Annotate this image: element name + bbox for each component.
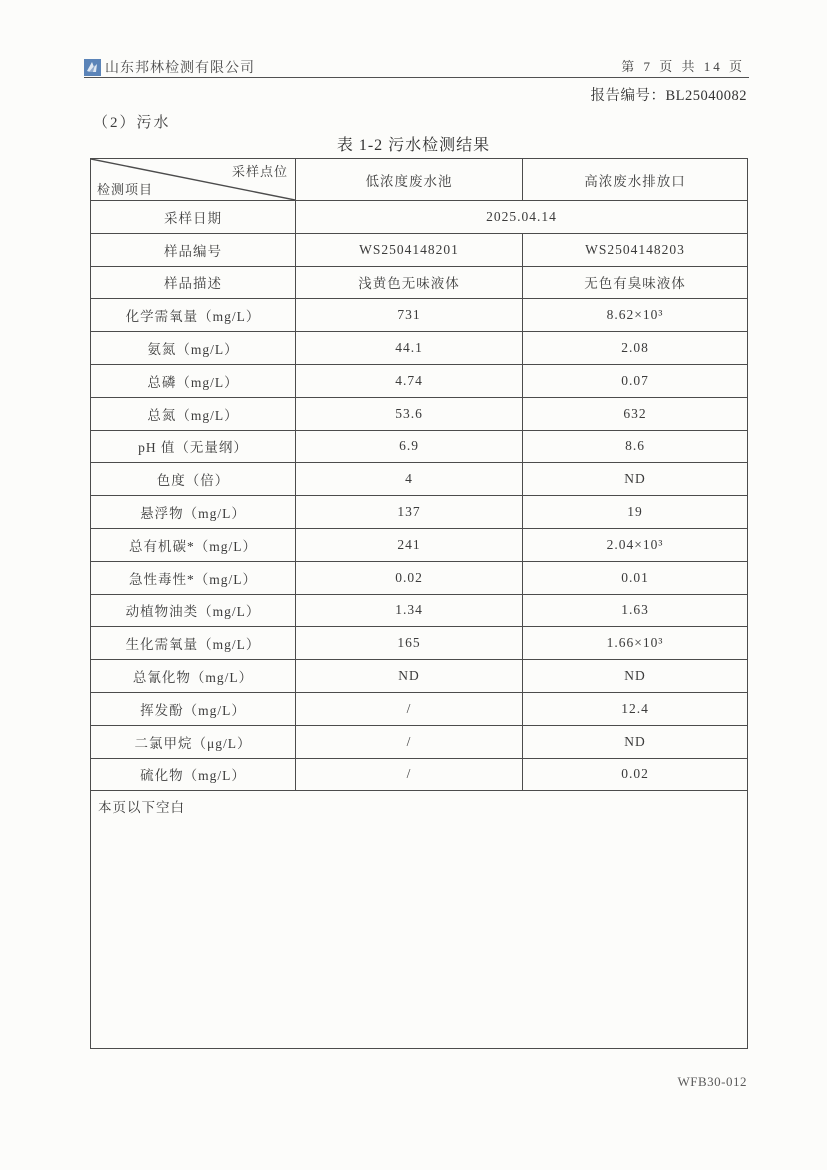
table-row: [91, 397, 748, 430]
table-row: [91, 725, 748, 758]
row-value-high: 632: [523, 397, 748, 430]
table-header-row: [91, 159, 748, 201]
row-value-high: ND: [523, 463, 748, 496]
row-label: 化学需氧量（mg/L）: [91, 299, 296, 332]
row-value-low: 1.34: [296, 594, 523, 627]
table-row: [91, 332, 748, 365]
table-row: [91, 233, 748, 266]
row-value-low: /: [296, 758, 523, 791]
row-value-low: 165: [296, 627, 523, 660]
row-value-low: /: [296, 692, 523, 725]
document-code: WFB30-012: [677, 1074, 747, 1089]
row-label: 悬浮物（mg/L）: [91, 496, 296, 529]
row-value-high: WS2504148203: [523, 233, 748, 266]
row-value-high: 1.63: [523, 594, 748, 627]
row-label: 氨氮（mg/L）: [91, 332, 296, 365]
corner-label-sampling-point: 采样点位: [231, 164, 288, 179]
table-row: [91, 201, 748, 234]
row-value-high: ND: [523, 725, 748, 758]
row-value-low: 137: [296, 496, 523, 529]
row-value-high: 无色有臭味液体: [523, 266, 748, 299]
row-value-high: 2.08: [523, 332, 748, 365]
table-row: [91, 299, 748, 332]
row-label: 总氮（mg/L）: [91, 397, 296, 430]
row-value-low: /: [296, 725, 523, 758]
company-header: [84, 57, 255, 77]
row-value-low: 6.9: [296, 430, 523, 463]
row-label: pH 值（无量纲）: [91, 430, 296, 463]
blank-note-row: [91, 791, 748, 1049]
column-header-high-concentration: 高浓废水排放口: [523, 159, 748, 201]
table-row: [91, 463, 748, 496]
row-value-high: 2.04×10³: [523, 528, 748, 561]
table-row: [91, 496, 748, 529]
row-label: 二氯甲烷（μg/L）: [91, 725, 296, 758]
row-value-low: 44.1: [296, 332, 523, 365]
row-value-low: 4.74: [296, 364, 523, 397]
row-value-low: 241: [296, 528, 523, 561]
table-row: [91, 364, 748, 397]
row-label: 急性毒性*（mg/L）: [91, 561, 296, 594]
results-table: [90, 158, 748, 1049]
row-value-low: 731: [296, 299, 523, 332]
row-value-high: 19: [523, 496, 748, 529]
header-divider: [84, 77, 749, 78]
table-row: [91, 660, 748, 693]
table-row: [91, 594, 748, 627]
company-name: 山东邦林检测有限公司: [105, 61, 255, 76]
table-row: [91, 430, 748, 463]
section-label: （2）污水: [93, 115, 171, 131]
company-logo-icon: [84, 59, 101, 76]
row-value-high: 0.07: [523, 364, 748, 397]
row-label: 挥发酚（mg/L）: [91, 692, 296, 725]
row-label: 样品描述: [91, 266, 296, 299]
row-label: 动植物油类（mg/L）: [91, 594, 296, 627]
row-value-low: 53.6: [296, 397, 523, 430]
table-row: [91, 266, 748, 299]
corner-label-test-item: 检测项目: [97, 182, 154, 197]
row-value-high: 0.01: [523, 561, 748, 594]
row-value-low: WS2504148201: [296, 233, 523, 266]
table-row: [91, 528, 748, 561]
blank-note: 本页以下空白: [91, 791, 748, 1049]
table-row: [91, 627, 748, 660]
row-label: 总有机碳*（mg/L）: [91, 528, 296, 561]
row-label: 总磷（mg/L）: [91, 364, 296, 397]
row-label: 样品编号: [91, 233, 296, 266]
row-value-high: 1.66×10³: [523, 627, 748, 660]
row-value-high: 8.62×10³: [523, 299, 748, 332]
row-value-low: 浅黄色无味液体: [296, 266, 523, 299]
row-value-low: 0.02: [296, 561, 523, 594]
corner-cell: [91, 159, 296, 201]
row-label: 采样日期: [91, 201, 296, 234]
row-value-high: 8.6: [523, 430, 748, 463]
row-label: 总氰化物（mg/L）: [91, 660, 296, 693]
table-row: [91, 758, 748, 791]
table-row: [91, 561, 748, 594]
report-number: 报告编号：BL25040082: [590, 88, 747, 104]
row-value-high: 0.02: [523, 758, 748, 791]
row-label: 生化需氧量（mg/L）: [91, 627, 296, 660]
row-value-low: ND: [296, 660, 523, 693]
table-title: 表 1-2 污水检测结果: [336, 137, 491, 154]
row-value-high: 12.4: [523, 692, 748, 725]
row-label: 色度（倍）: [91, 463, 296, 496]
row-value-span: 2025.04.14: [296, 201, 748, 234]
page-number: 第 7 页 共 14 页: [621, 59, 745, 74]
row-label: 硫化物（mg/L）: [91, 758, 296, 791]
table-row: [91, 692, 748, 725]
row-value-high: ND: [523, 660, 748, 693]
row-value-low: 4: [296, 463, 523, 496]
column-header-low-concentration: 低浓度废水池: [296, 159, 523, 201]
